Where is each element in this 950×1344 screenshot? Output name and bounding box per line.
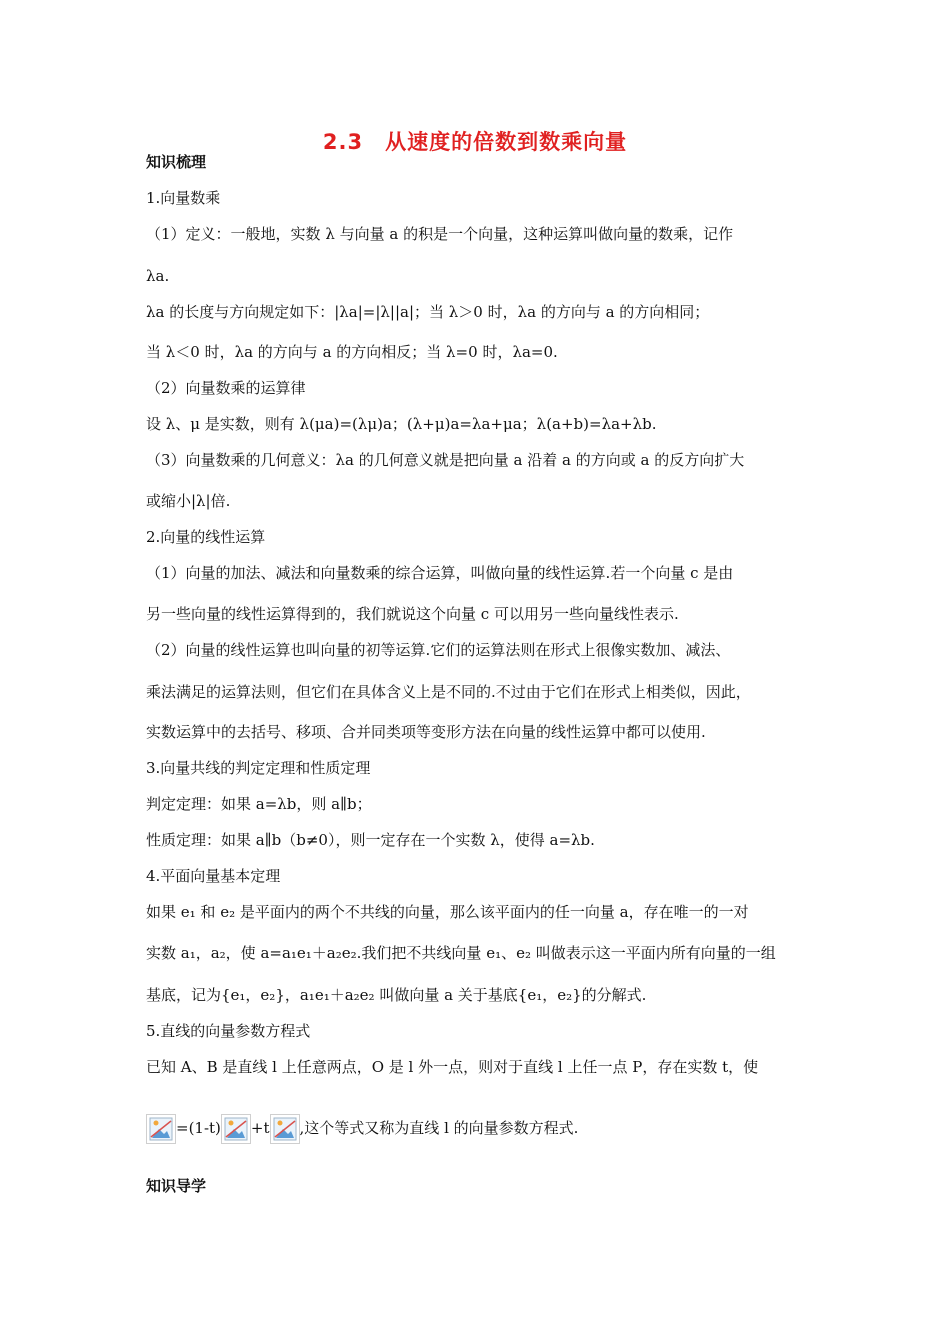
page-title: 2.3 从速度的倍数到数乘向量 [322, 130, 628, 154]
subheading-5: 5.直线的向量参数方程式 [146, 1022, 311, 1040]
broken-image-icon [221, 1114, 251, 1144]
subheading-2: 2.向量的线性运算 [146, 528, 266, 546]
vector-parametric-equation [146, 1114, 578, 1144]
formula-part-1: =(1-t) [176, 1119, 221, 1137]
formula-part-2: +t [250, 1119, 270, 1137]
paragraph-line: （1）定义：一般地，实数 λ 与向量 a 的积是一个向量，这种运算叫做向量的数乘，记作 [146, 225, 734, 243]
paragraph-line: 或缩小|λ|倍. [146, 492, 231, 510]
paragraph-line: 当 λ＜0 时，λa 的方向与 a 的方向相反；当 λ=0 时，λa=0. [146, 343, 558, 361]
paragraph-line: 性质定理：如果 a∥b（b≠0），则一定存在一个实数 λ，使得 a=λb. [146, 831, 595, 849]
section-heading-guide: 知识导学 [146, 1177, 207, 1195]
broken-image-icon [270, 1114, 300, 1144]
paragraph-line: 已知 A、B 是直线 l 上任意两点，O 是 l 外一点，则对于直线 l 上任一点 P，存在实数 t，使 [146, 1058, 759, 1076]
formula-part-3: ,这个等式又称为直线 l 的向量参数方程式. [299, 1119, 579, 1137]
paragraph-line: 另一些向量的线性运算得到的，我们就说这个向量 c 可以用另一些向量线性表示. [146, 605, 679, 623]
paragraph-line: 实数 a₁，a₂，使 a=a₁e₁＋a₂e₂.我们把不共线向量 e₁、e₂ 叫做表示这一平面内所有向量的一组 [146, 944, 776, 962]
section-heading-knowledge: 知识梳理 [146, 153, 207, 171]
subheading-1: 1.向量数乘 [146, 189, 221, 207]
paragraph-line: 判定定理：如果 a=λb，则 a∥b； [146, 795, 372, 813]
paragraph-line: （2）向量的线性运算也叫向量的初等运算.它们的运算法则在形式上很像实数加、减法、 [146, 641, 731, 659]
paragraph-line: λa. [146, 267, 170, 285]
broken-image-icon [146, 1114, 176, 1144]
paragraph-line: （3）向量数乘的几何意义：λa 的几何意义就是把向量 a 沿着 a 的方向或 a 的反方向扩大 [146, 451, 745, 469]
subheading-3: 3.向量共线的判定定理和性质定理 [146, 759, 371, 777]
subheading-4: 4.平面向量基本定理 [146, 867, 281, 885]
paragraph-line: 如果 e₁ 和 e₂ 是平面内的两个不共线的向量，那么该平面内的任一向量 a，存在唯一的一对 [146, 903, 749, 921]
paragraph-line: （2）向量数乘的运算律 [146, 379, 306, 397]
paragraph-line: 设 λ、μ 是实数，则有 λ(μa)=(λμ)a；(λ+μ)a=λa+μa；λ(a+b)=λa+λb. [146, 415, 657, 433]
paragraph-line: （1）向量的加法、减法和向量数乘的综合运算，叫做向量的线性运算.若一个向量 c 是由 [146, 564, 734, 582]
paragraph-line: 乘法满足的运算法则，但它们在具体含义上是不同的.不过由于它们在形式上相类似，因此， [146, 683, 751, 701]
paragraph-line: λa 的长度与方向规定如下：|λa|=|λ||a|；当 λ＞0 时，λa 的方向与 a 的方向相同； [146, 303, 710, 321]
paragraph-line: 基底，记为{e₁，e₂}，a₁e₁＋a₂e₂ 叫做向量 a 关于基底{e₁，e₂}的分解式. [146, 986, 647, 1004]
paragraph-line: 实数运算中的去括号、移项、合并同类项等变形方法在向量的线性运算中都可以使用. [146, 723, 706, 741]
